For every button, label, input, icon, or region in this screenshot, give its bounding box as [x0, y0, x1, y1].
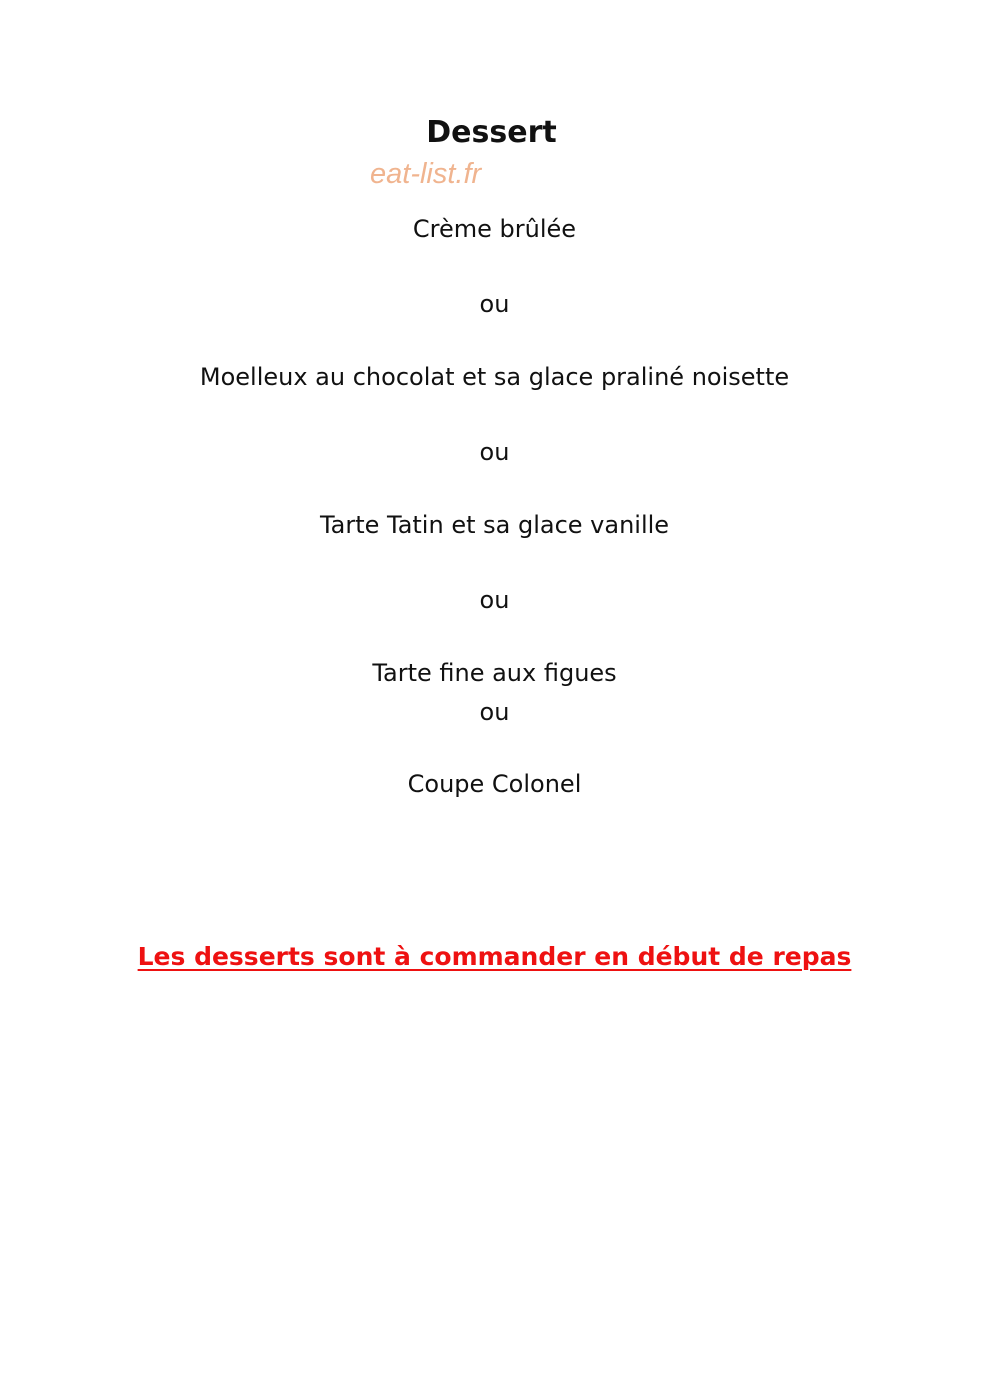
menu-title: Dessert	[426, 115, 557, 150]
dessert-item-moelleux: Moelleux au chocolat et sa glace praliné noisette	[199, 363, 790, 391]
separator-or: ou	[479, 438, 510, 466]
separator-or: ou	[479, 290, 510, 318]
dessert-item-tarte-figues: Tarte fine aux figues	[372, 659, 617, 687]
separator-or: ou	[479, 586, 510, 614]
dessert-item-coupe-colonel: Coupe Colonel	[407, 770, 582, 798]
dessert-item-tarte-tatin: Tarte Tatin et sa glace vanille	[319, 511, 670, 539]
watermark-text: eat-list.fr	[370, 158, 482, 190]
order-notice: Les desserts sont à commander en début de repas	[137, 942, 852, 971]
dessert-item-creme-brulee: Crème brûlée	[412, 215, 577, 243]
separator-or: ou	[479, 698, 510, 726]
